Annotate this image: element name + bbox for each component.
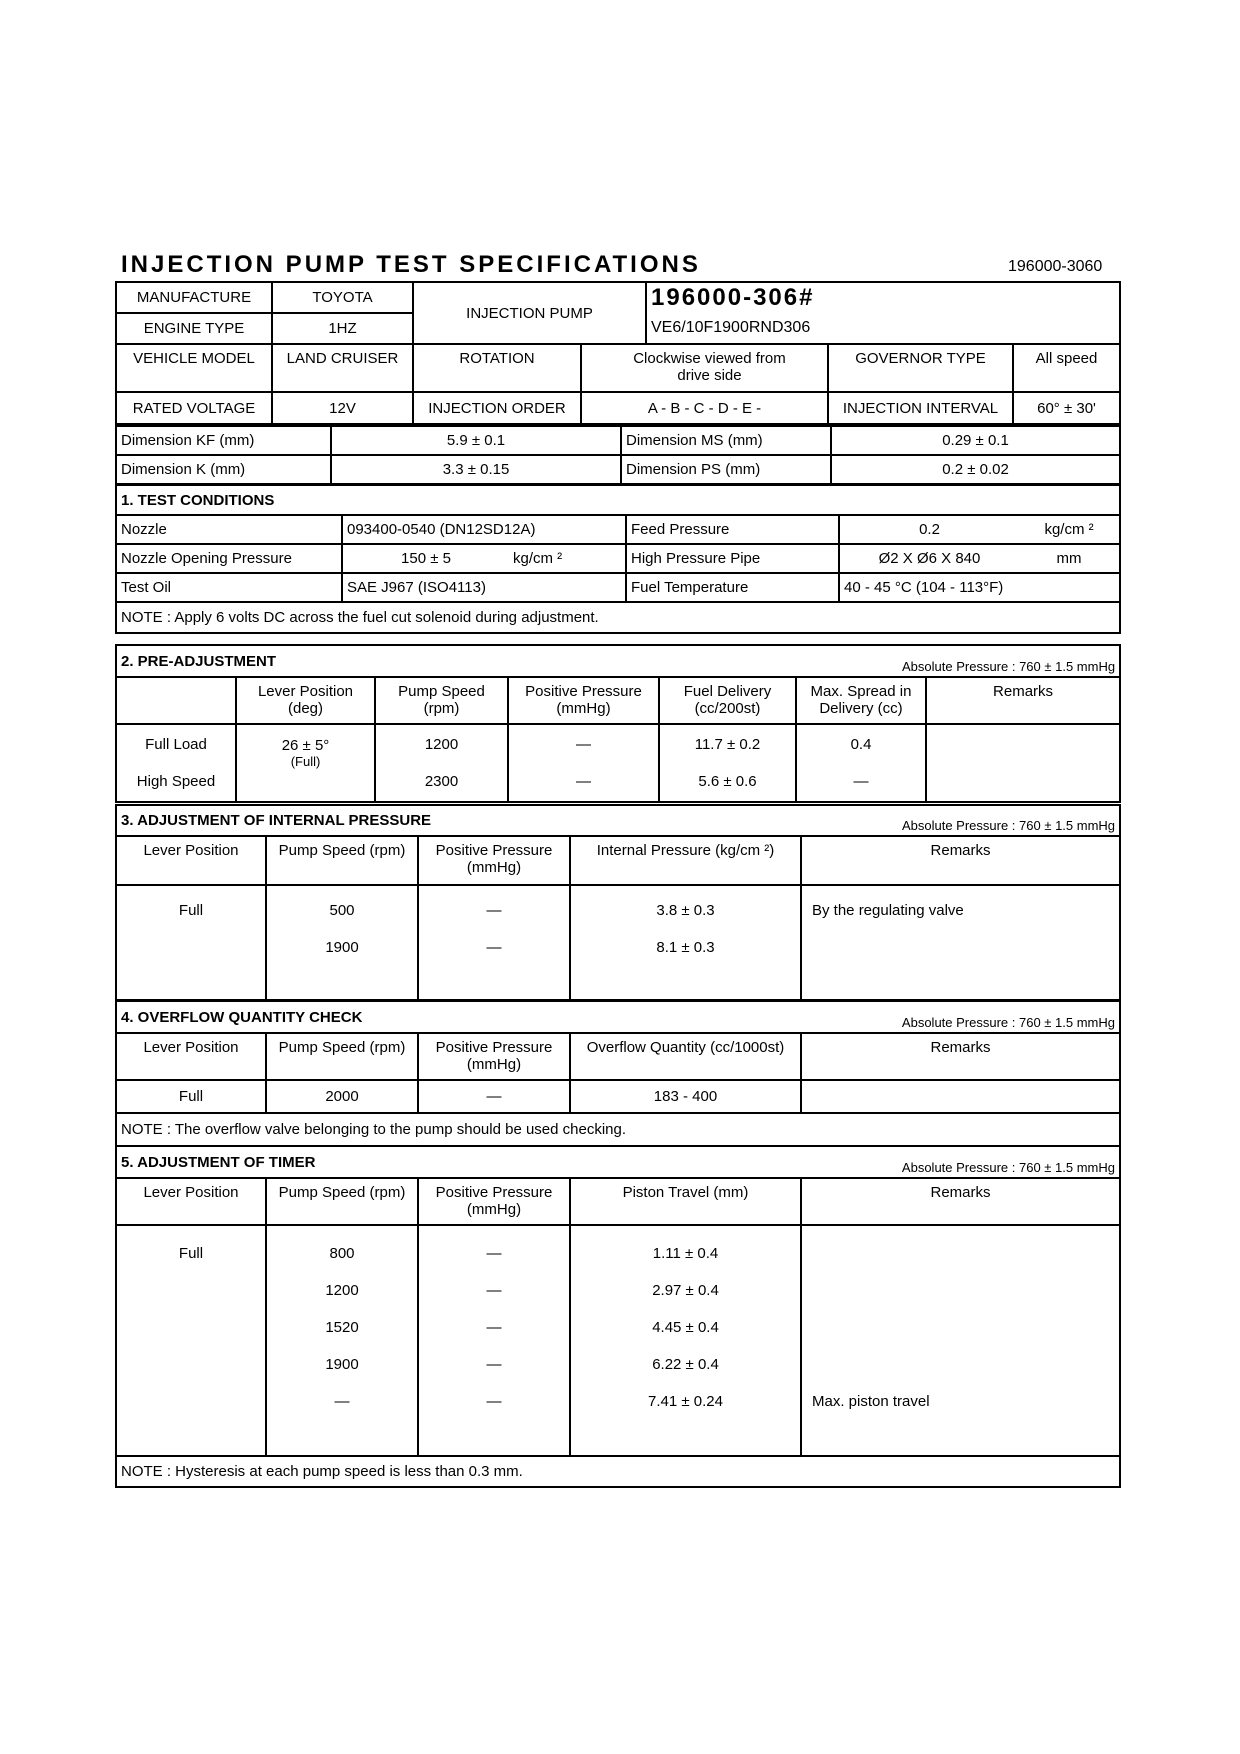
remark-text	[812, 1309, 1119, 1346]
positive-pressure-value: —	[576, 773, 591, 790]
feed-pressure-label: Feed Pressure	[626, 515, 839, 544]
nozzle-value: 093400-0540 (DN12SD12A)	[342, 515, 626, 544]
positive-pressure-value: —	[486, 1245, 502, 1262]
fuel-temperature-label: Fuel Temperature	[626, 573, 839, 602]
nozzle-opening-pressure-value: 150 ± 5	[342, 544, 509, 573]
vehicle-model-label: VEHICLE MODEL	[116, 344, 272, 392]
header-table	[115, 281, 1121, 425]
pump-speed-value: 500	[329, 902, 355, 919]
high-pressure-pipe-unit: mm	[1019, 544, 1120, 573]
pump-speed-value: 1900	[325, 939, 359, 956]
piston-travel-value: 2.97 ± 0.4	[652, 1282, 719, 1299]
positive-pressure-value: —	[576, 736, 591, 753]
dimension-ps-label: Dimension PS (mm)	[621, 455, 831, 484]
dimension-k-value: 3.3 ± 0.15	[331, 455, 621, 484]
injection-order-value: A - B - C - D - E -	[581, 392, 828, 424]
test-conditions-table	[115, 484, 1121, 634]
test-oil-label: Test Oil	[116, 573, 342, 602]
internal-pressure-value: 3.8 ± 0.3	[656, 902, 715, 919]
positive-pressure-cell	[418, 885, 570, 1000]
injection-order-label: INJECTION ORDER	[413, 392, 581, 424]
column-header: Positive Pressure (mmHg)	[508, 677, 659, 724]
positive-pressure-cell	[508, 724, 659, 802]
remarks-cell	[801, 1225, 1120, 1456]
high-pressure-pipe-label: High Pressure Pipe	[626, 544, 839, 573]
absolute-pressure: Absolute Pressure : 760 ± 1.5 mmHg	[901, 1015, 1115, 1030]
vehicle-model-value: LAND CRUISER	[272, 344, 413, 392]
section-heading	[116, 805, 1120, 836]
lever-position-value: Full	[116, 1080, 266, 1113]
column-header: Lever Position (deg)	[236, 677, 375, 724]
absolute-pressure: Absolute Pressure : 760 ± 1.5 mmHg	[901, 818, 1116, 833]
rotation-value: Clockwise viewed from drive side	[581, 344, 828, 392]
page-title: INJECTION PUMP TEST SPECIFICATIONS	[121, 251, 701, 278]
column-header: Lever Position	[116, 1178, 266, 1225]
remarks-cell	[926, 724, 1120, 802]
feed-pressure-unit: kg/cm ²	[1019, 515, 1120, 544]
remark-text	[812, 1272, 1119, 1309]
governor-type-value: All speed	[1013, 344, 1120, 392]
spread-value: —	[853, 773, 869, 790]
column-header: Remarks	[926, 677, 1120, 724]
section-title: 5. ADJUSTMENT OF TIMER	[121, 1153, 316, 1171]
pump-speed-value: 1520	[325, 1319, 359, 1336]
remark-text: By the regulating valve	[812, 902, 964, 919]
internal-pressure-value: 8.1 ± 0.3	[656, 939, 715, 956]
dimension-ms-label: Dimension MS (mm)	[621, 426, 831, 455]
overflow-table	[115, 1000, 1121, 1147]
row-label: High Speed	[136, 773, 216, 790]
section-title: 4. OVERFLOW QUANTITY CHECK	[121, 1008, 363, 1026]
section-heading	[116, 1146, 1120, 1178]
dimensions-table	[115, 425, 1121, 485]
column-header: Positive Pressure (mmHg)	[418, 1178, 570, 1225]
section-title: 3. ADJUSTMENT OF INTERNAL PRESSURE	[121, 812, 432, 829]
injection-pump-label: INJECTION PUMP	[413, 282, 646, 344]
lever-position-cell	[236, 724, 375, 802]
timer-table	[115, 1145, 1121, 1488]
piston-travel-value: 1.11 ± 0.4	[652, 1245, 719, 1262]
positive-pressure-value: —	[486, 939, 502, 956]
injection-interval-value: 60° ± 30'	[1013, 392, 1120, 424]
column-header: Fuel Delivery (cc/200st)	[659, 677, 796, 724]
note: NOTE : The overflow valve belonging to the pump should be used checking.	[116, 1113, 1120, 1146]
feed-pressure-value: 0.2	[839, 515, 1019, 544]
positive-pressure-value: —	[486, 1393, 502, 1410]
remarks-cell	[801, 885, 1120, 1000]
internal-pressure-table	[115, 804, 1121, 1001]
section-heading	[116, 1001, 1120, 1033]
column-header: Pump Speed (rpm)	[266, 1033, 418, 1080]
nozzle-opening-pressure-unit: kg/cm ²	[509, 544, 626, 573]
dimension-kf-label: Dimension KF (mm)	[116, 426, 331, 455]
lever-position-value: 26 ± 5°	[281, 737, 330, 754]
nozzle-label: Nozzle	[116, 515, 342, 544]
internal-pressure-cell	[570, 885, 801, 1000]
dimension-ps-value: 0.2 ± 0.02	[831, 455, 1120, 484]
positive-pressure-value: —	[486, 902, 502, 919]
spread-value: 0.4	[850, 736, 872, 753]
pump-speed-value: —	[334, 1393, 350, 1410]
section-heading: 1. TEST CONDITIONS	[116, 485, 1120, 515]
lever-position-value: Full	[178, 902, 204, 919]
piston-travel-value: 4.45 ± 0.4	[652, 1319, 719, 1336]
absolute-pressure: Absolute Pressure : 760 ± 1.5 mmHg	[902, 659, 1116, 674]
high-pressure-pipe-value: Ø2 X Ø6 X 840	[839, 544, 1019, 573]
piston-travel-cell	[570, 1225, 801, 1456]
pump-speed-value: 1200	[325, 1282, 359, 1299]
dimension-ms-value: 0.29 ± 0.1	[831, 426, 1120, 455]
column-header: Positive Pressure (mmHg)	[418, 1033, 570, 1080]
positive-pressure-value: —	[486, 1356, 502, 1373]
injection-interval-label: INJECTION INTERVAL	[828, 392, 1013, 424]
governor-type-label: GOVERNOR TYPE	[828, 344, 1013, 392]
column-header: Pump Speed (rpm)	[266, 1178, 418, 1225]
lever-position-cell	[116, 885, 266, 1000]
pump-speed-value: 800	[329, 1245, 355, 1262]
note: NOTE : Hysteresis at each pump speed is less than 0.3 mm.	[116, 1456, 1120, 1487]
rated-voltage-value: 12V	[272, 392, 413, 424]
column-header: Positive Pressure (mmHg)	[418, 836, 570, 885]
piston-travel-value: 6.22 ± 0.4	[652, 1356, 719, 1373]
column-header: Pump Speed (rpm)	[266, 836, 418, 885]
positive-pressure-cell	[418, 1225, 570, 1456]
pump-model: VE6/10F1900RND306	[646, 313, 1120, 344]
positive-pressure-value: —	[486, 1319, 502, 1336]
overflow-quantity-value: 183 - 400	[570, 1080, 801, 1113]
pump-speed-value: 2300	[424, 773, 459, 790]
fuel-delivery-cell	[659, 724, 796, 802]
pump-speed-cell	[266, 1225, 418, 1456]
document-number: 196000-3060	[1008, 258, 1103, 275]
nozzle-opening-pressure-label: Nozzle Opening Pressure	[116, 544, 342, 573]
fuel-delivery-value: 5.6 ± 0.6	[698, 773, 757, 790]
pump-speed-value: 1200	[424, 736, 459, 753]
column-header: Piston Travel (mm)	[570, 1178, 801, 1225]
spread-cell	[796, 724, 926, 802]
pump-speed-value: 2000	[266, 1080, 418, 1113]
lever-position-cell	[116, 1225, 266, 1456]
row-labels	[116, 724, 236, 802]
lever-position-value: Full	[178, 1245, 204, 1262]
note: NOTE : Apply 6 volts DC across the fuel cut solenoid during adjustment.	[116, 602, 1120, 633]
fuel-temperature-value: 40 - 45 °C (104 - 113°F)	[839, 573, 1120, 602]
test-oil-value: SAE J967 (ISO4113)	[342, 573, 626, 602]
column-header: Pump Speed (rpm)	[375, 677, 508, 724]
lever-position-sub: (Full)	[290, 754, 321, 769]
column-header: Lever Position	[116, 836, 266, 885]
remarks-cell	[801, 1080, 1120, 1113]
section-heading	[116, 645, 1120, 677]
engine-type-label: ENGINE TYPE	[116, 313, 272, 344]
absolute-pressure: Absolute Pressure : 760 ± 1.5 mmHg	[901, 1160, 1115, 1175]
manufacture-label: MANUFACTURE	[116, 282, 272, 313]
column-header: Lever Position	[116, 1033, 266, 1080]
dimension-kf-value: 5.9 ± 0.1	[331, 426, 621, 455]
column-header: Remarks	[801, 1033, 1120, 1080]
pump-speed-cell	[375, 724, 508, 802]
pump-number: 196000-306#	[646, 282, 1120, 313]
piston-travel-value: 7.41 ± 0.24	[648, 1393, 723, 1410]
rated-voltage-label: RATED VOLTAGE	[116, 392, 272, 424]
engine-type-value: 1HZ	[272, 313, 413, 344]
fuel-delivery-value: 11.7 ± 0.2	[694, 736, 761, 753]
remark-text	[812, 1235, 1119, 1272]
rotation-label: ROTATION	[413, 344, 581, 392]
column-header: Max. Spread in Delivery (cc)	[796, 677, 926, 724]
column-header: Remarks	[801, 1178, 1120, 1225]
column-header: Internal Pressure (kg/cm ²)	[570, 836, 801, 885]
blank-header	[116, 677, 236, 724]
column-header: Overflow Quantity (cc/1000st)	[570, 1033, 801, 1080]
row-label: Full Load	[145, 736, 207, 753]
positive-pressure-value: —	[418, 1080, 570, 1113]
dimension-k-label: Dimension K (mm)	[116, 455, 331, 484]
manufacture-value: TOYOTA	[272, 282, 413, 313]
pump-speed-cell	[266, 885, 418, 1000]
column-header: Remarks	[801, 836, 1120, 885]
pump-speed-value: 1900	[325, 1356, 359, 1373]
section-title: 2. PRE-ADJUSTMENT	[121, 652, 277, 670]
remark-text	[812, 1346, 1119, 1383]
pre-adjustment-table	[115, 644, 1121, 803]
positive-pressure-value: —	[486, 1282, 502, 1299]
remark-text: Max. piston travel	[812, 1393, 930, 1410]
